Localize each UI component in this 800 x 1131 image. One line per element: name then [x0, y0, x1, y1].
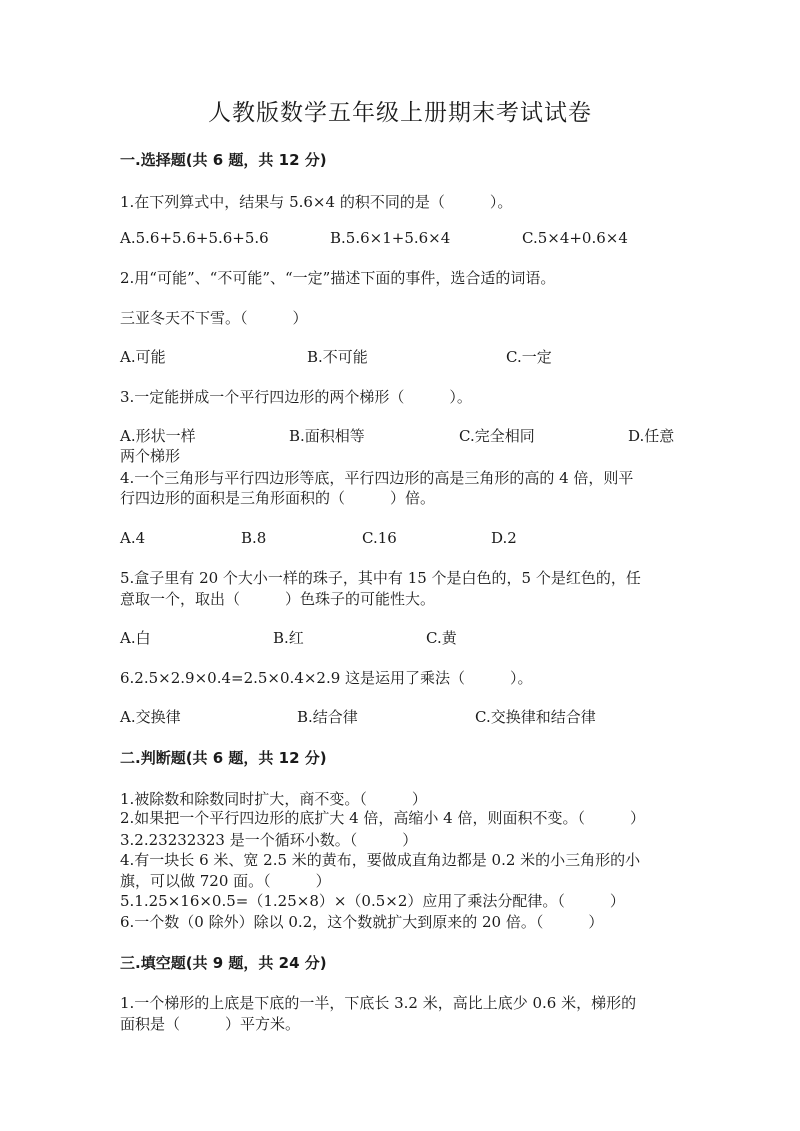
question-4-stem-line1: 4.一个三角形与平行四边形等底，平行四边形的高是三角形的高的 4 倍，则平	[120, 469, 634, 487]
q6-option-b: B.结合律	[297, 708, 358, 726]
q4-option-c: C.16	[362, 529, 397, 547]
section-heading-fill: 三.填空题(共 9 题，共 24 分)	[120, 954, 327, 972]
q2-option-b: B.不可能	[307, 348, 368, 366]
question-2-event: 三亚冬天不下雪。（ ）	[120, 309, 308, 327]
q1-option-a: A.5.6+5.6+5.6+5.6	[120, 229, 269, 247]
q2-option-a: A.可能	[120, 348, 166, 366]
q2-option-c: C.一定	[506, 348, 552, 366]
question-5-stem-line2: 意取一个，取出（ ）色珠子的可能性大。	[120, 590, 436, 608]
q3-option-b: B.面积相等	[289, 427, 365, 445]
judge-item-2: 2.如果把一个平行四边形的底扩大 4 倍，高缩小 4 倍，则面积不变。（ ）	[120, 809, 645, 827]
q6-option-c: C.交换律和结合律	[475, 708, 596, 726]
q5-option-c: C.黄	[426, 629, 457, 647]
q4-option-d: D.2	[491, 529, 517, 547]
section-heading-judge: 二.判断题(共 6 题，共 12 分)	[120, 749, 327, 767]
q4-option-a: A.4	[120, 529, 146, 547]
judge-item-1: 1.被除数和除数同时扩大，商不变。（ ）	[120, 790, 427, 808]
q5-option-b: B.红	[273, 629, 304, 647]
judge-item-4-line2: 旗，可以做 720 面。（ ）	[120, 872, 331, 890]
fill-item-1-line1: 1.一个梯形的上底是下底的一半，下底长 3.2 米，高比上底少 0.6 米，梯形的	[120, 994, 637, 1012]
judge-item-3: 3.2.23232323 是一个循环小数。（ ）	[120, 831, 418, 849]
q3-option-a: A.形状一样	[120, 427, 196, 445]
q4-option-b: B.8	[241, 529, 267, 547]
q6-option-a: A.交换律	[120, 708, 181, 726]
q3-option-d: D.任意	[628, 427, 675, 445]
question-2-stem: 2.用“可能”、“不可能”、“一定”描述下面的事件，选合适的词语。	[120, 269, 556, 287]
judge-item-4-line1: 4.有一块长 6 米、宽 2.5 米的黄布，要做成直角边都是 0.2 米的小三角形的小	[120, 851, 641, 869]
question-4-stem-line2: 行四边形的面积是三角形面积的（ ）倍。	[120, 489, 436, 507]
question-6-stem: 6.2.5×2.9×0.4=2.5×0.4×2.9 这是运用了乘法（ ）。	[120, 669, 533, 687]
judge-item-5: 5.1.25×16×0.5=（1.25×8）×（0.5×2）应用了乘法分配律。（ ）	[120, 892, 625, 910]
fill-item-1-line2: 面积是（ ）平方米。	[120, 1015, 301, 1033]
question-3-stem: 3.一定能拼成一个平行四边形的两个梯形（ ）。	[120, 388, 472, 406]
q1-option-c: C.5×4+0.6×4	[522, 229, 628, 247]
judge-item-6: 6.一个数（0 除外）除以 0.2，这个数就扩大到原来的 20 倍。（ ）	[120, 913, 604, 931]
q1-option-b: B.5.6×1+5.6×4	[330, 229, 451, 247]
question-5-stem-line1: 5.盒子里有 20 个大小一样的珠子，其中有 15 个是白色的，5 个是红色的，任	[120, 569, 641, 587]
section-heading-choice: 一.选择题(共 6 题，共 12 分)	[120, 151, 327, 169]
q3-option-d-wrap: 两个梯形	[120, 447, 181, 465]
q5-option-a: A.白	[120, 629, 151, 647]
exam-title: 人教版数学五年级上册期末考试试卷	[208, 100, 592, 126]
question-1-stem: 1.在下列算式中，结果与 5.6×4 的积不同的是（ ）。	[120, 193, 513, 211]
q3-option-c: C.完全相同	[459, 427, 535, 445]
